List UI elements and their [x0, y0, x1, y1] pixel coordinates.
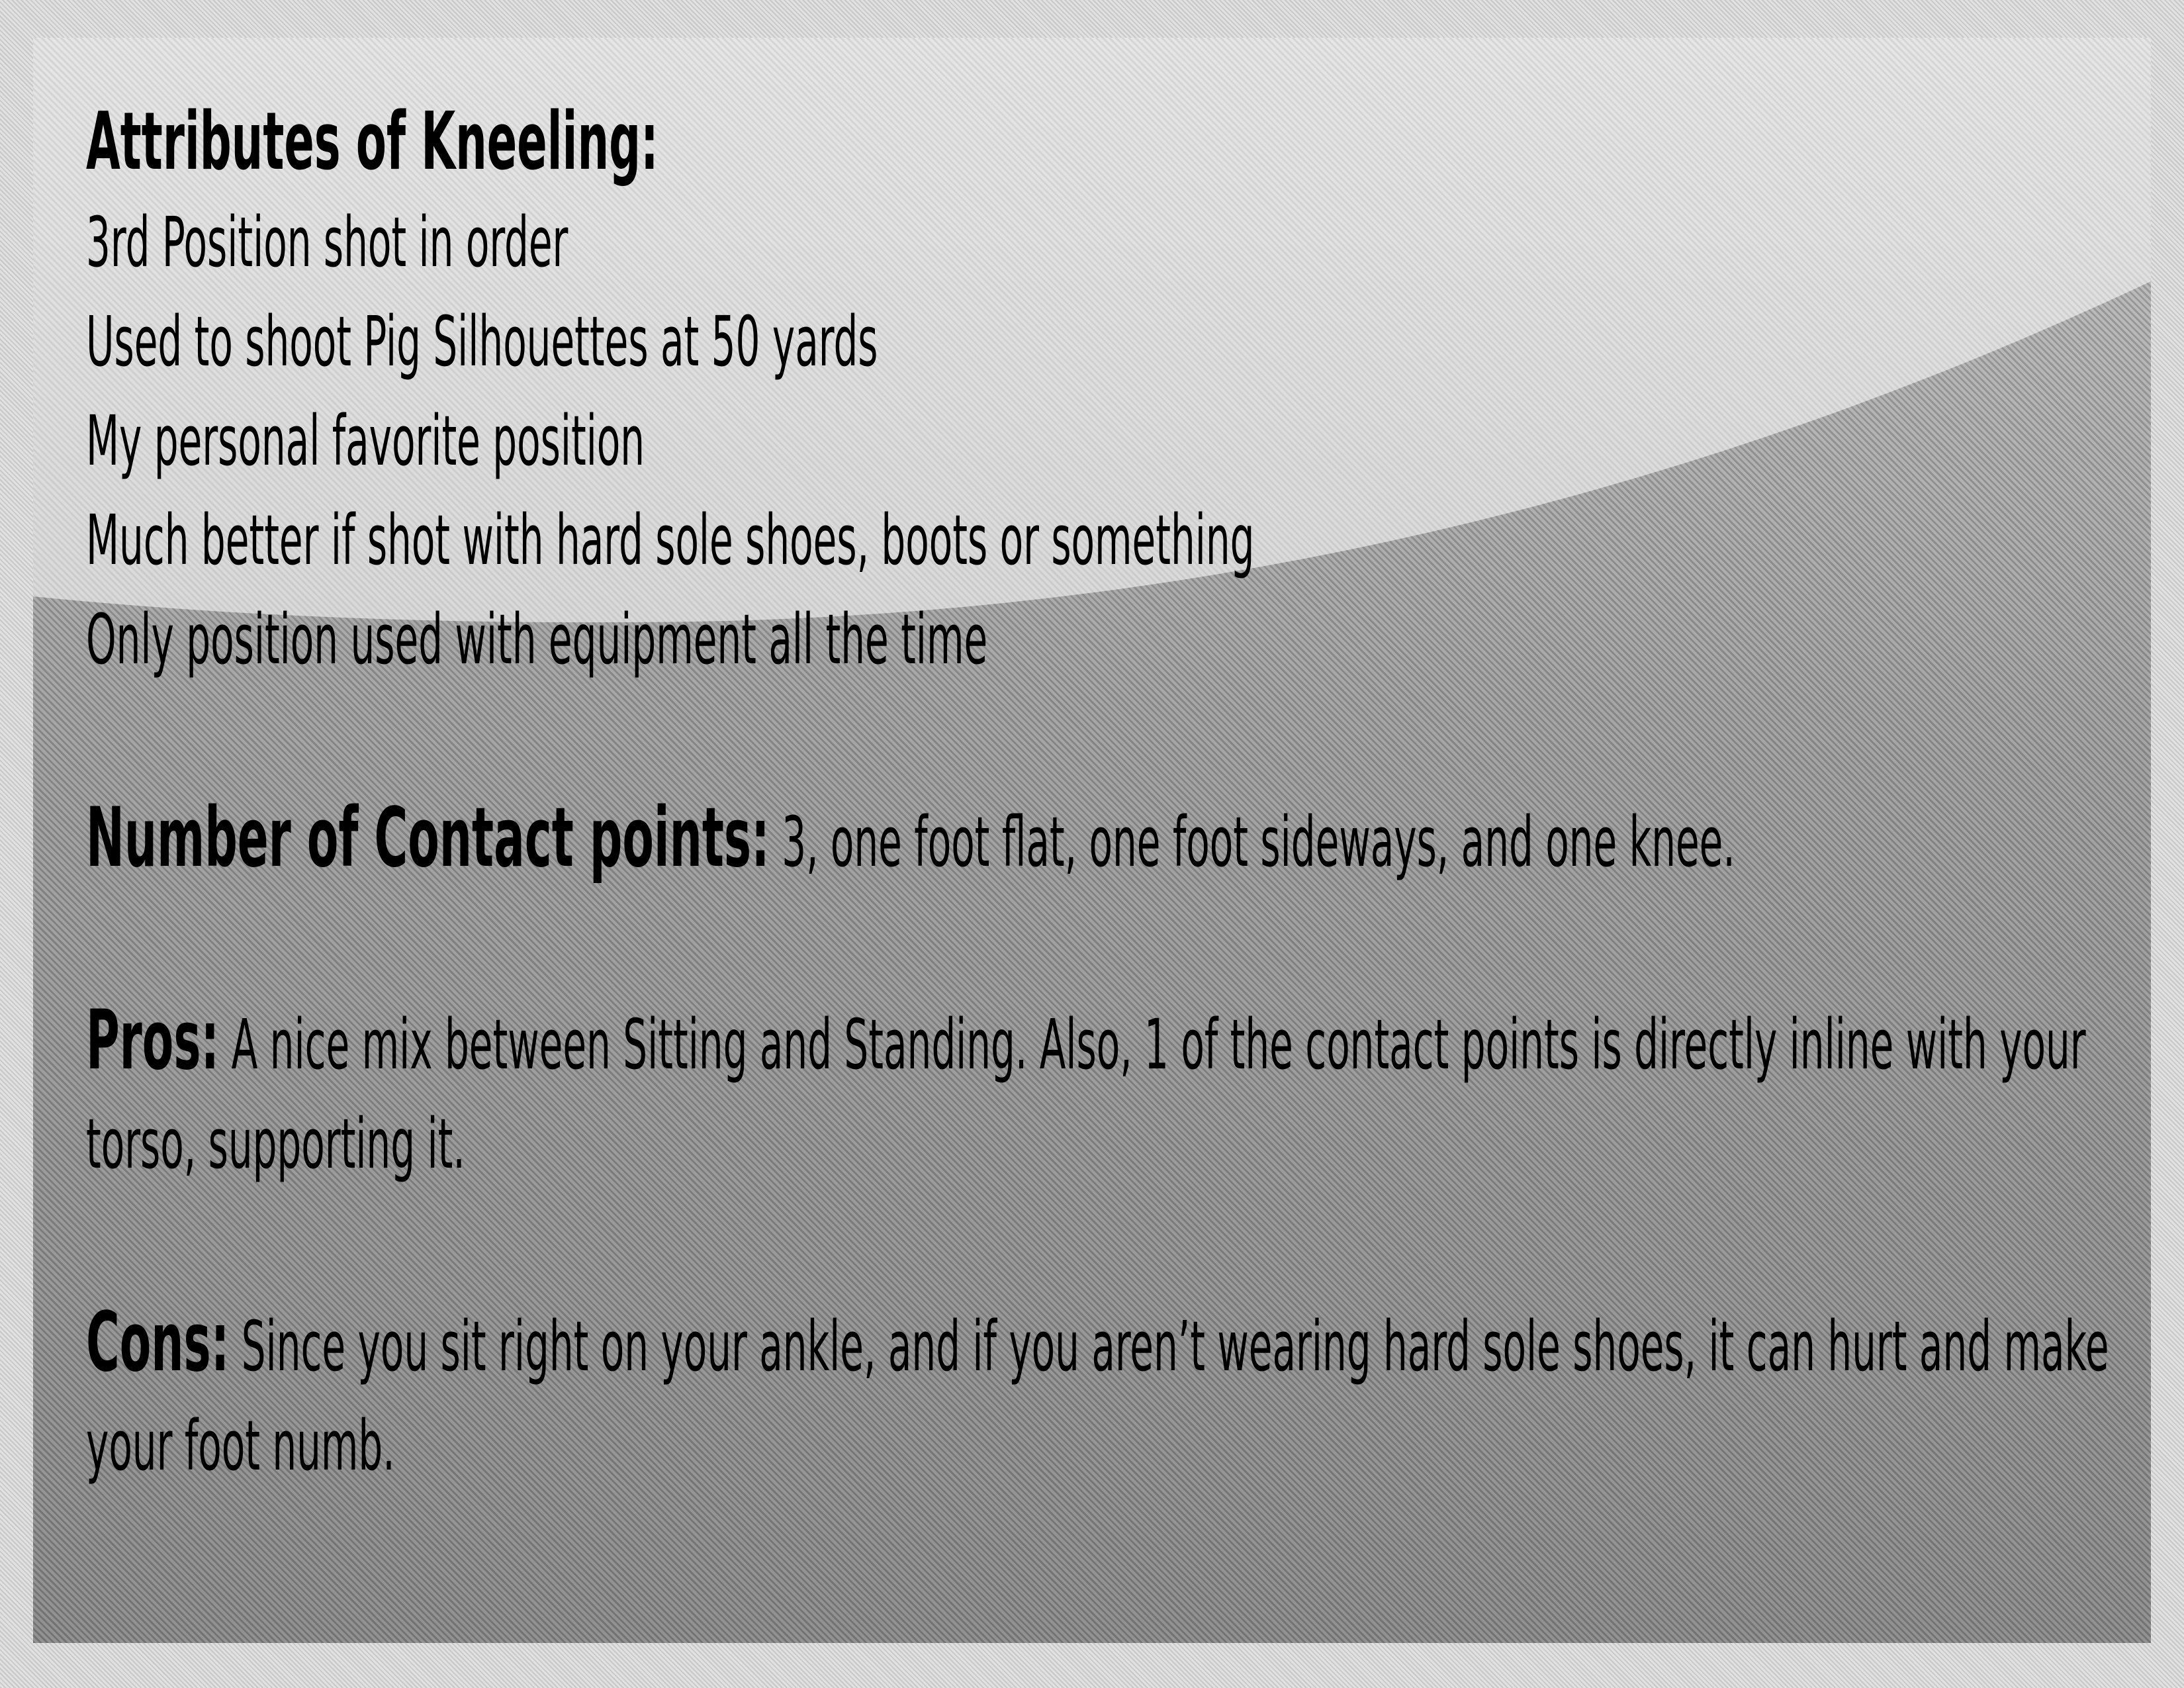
- contact-points-paragraph: [86, 788, 2111, 892]
- pros-text: A nice mix between Sitting and Standing. Also, 1 of the contact points is directly inline with your torso, supporting it.: [86, 1004, 2086, 1184]
- cons-label: Cons:: [86, 1295, 230, 1390]
- attribute-item: Used to shoot Pig Silhouettes at 50 yards: [86, 301, 878, 382]
- pros-label: Pros:: [86, 993, 220, 1088]
- spacer: [86, 1194, 2111, 1293]
- attribute-item: Only position used with equipment all the time: [86, 599, 988, 680]
- cons-paragraph: [86, 1293, 2111, 1495]
- slide-content: [86, 92, 2111, 1495]
- attribute-item: 3rd Position shot in order: [86, 202, 569, 283]
- attribute-item: Much better if shot with hard sole shoes, boots or something: [86, 500, 1255, 581]
- contact-points-label: Number of Contact points:: [86, 790, 770, 886]
- spacer: [86, 689, 2111, 788]
- attribute-item: My personal favorite position: [86, 400, 645, 481]
- contact-points-text: 3, one foot flat, one foot sideways, and one knee.: [769, 802, 1735, 882]
- slide: [33, 38, 2151, 1643]
- section-title: Attributes of Kneeling:: [86, 96, 659, 188]
- cons-text: Since you sit right on your ankle, and if you aren’t wearing hard sole shoes, it can hurt and make your foot numb.: [86, 1306, 2109, 1486]
- spacer: [86, 892, 2111, 991]
- pros-paragraph: [86, 991, 2111, 1194]
